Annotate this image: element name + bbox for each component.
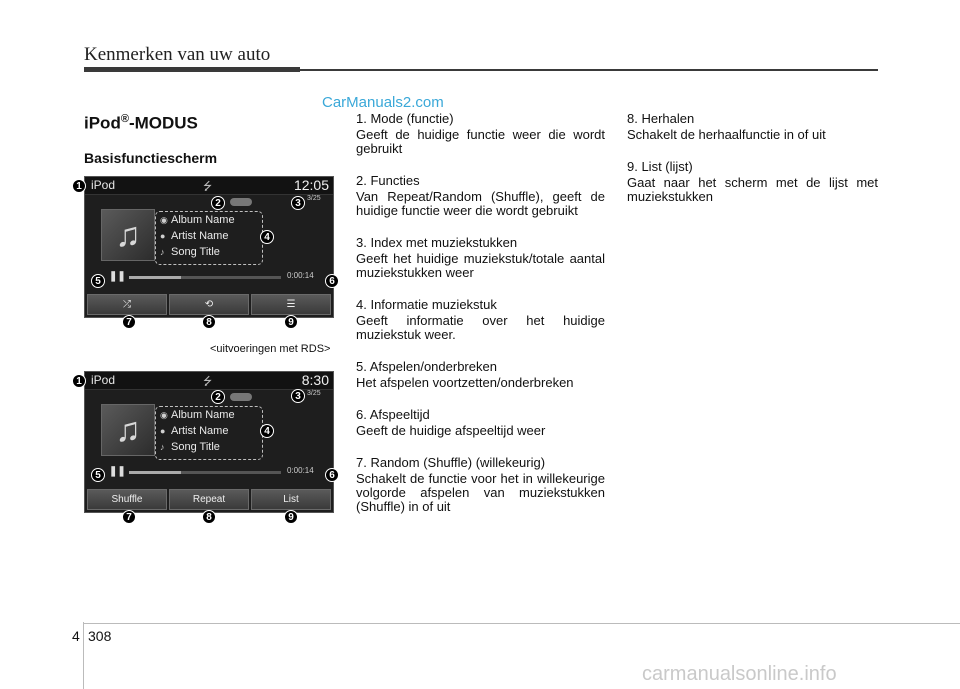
callout-5: 5 — [91, 468, 105, 482]
person-icon: ● — [160, 231, 166, 241]
watermark-top: CarManuals2.com — [322, 94, 444, 111]
page-header-title: Kenmerken van uw auto — [84, 44, 271, 65]
play-time: 0:00:14 — [287, 466, 314, 475]
song-row — [160, 441, 220, 456]
usb-icon: ⭍ — [203, 181, 213, 193]
item-track-info — [356, 298, 605, 342]
item-play-time — [356, 408, 605, 438]
item-index — [356, 236, 605, 280]
item-description: Gaat naar het scherm met de lijst met muziekstukken — [627, 175, 878, 204]
item-description: Geeft de huidige afspeeltijd weer — [356, 423, 546, 438]
song-title: Song Title — [171, 441, 220, 453]
music-note-icon: ♫ — [101, 209, 155, 261]
callout-7: 7 — [122, 510, 136, 524]
album-name: Album Name — [171, 214, 235, 226]
footer-divider — [83, 622, 84, 689]
callout-2: 2 — [211, 390, 225, 404]
clock: 8:30 — [301, 372, 329, 388]
item-description: Schakelt de functie voor het in willekeurige volgorde afspelen van muziekstukken (Shuffle) in of uit — [356, 471, 605, 514]
section-title — [84, 113, 198, 134]
progress-fill — [129, 276, 181, 279]
item-play-pause — [356, 360, 605, 390]
progress-bar[interactable] — [129, 276, 281, 279]
shuffle-button[interactable]: Shuffle — [87, 489, 167, 510]
function-mode-icon — [230, 393, 252, 401]
item-description: Schakelt de herhaalfunctie in of uit — [627, 127, 826, 142]
artist-name: Artist Name — [171, 425, 229, 437]
progress-bar[interactable] — [129, 471, 281, 474]
pause-icon[interactable]: ❚❚ — [109, 271, 126, 282]
repeat-button[interactable]: Repeat — [169, 489, 249, 510]
watermark-bottom: carmanualsonline.info — [642, 663, 837, 685]
album-icon: ◉ — [160, 215, 168, 225]
callout-8: 8 — [202, 510, 216, 524]
mode-label: iPod — [91, 178, 116, 192]
song-row — [160, 246, 220, 261]
clock: 12:05 — [293, 177, 329, 193]
item-list — [627, 160, 878, 204]
item-random — [356, 456, 605, 514]
callout-9: 9 — [284, 315, 298, 329]
shuffle-icon-button[interactable]: ⤮ — [87, 294, 167, 315]
description-column-right — [627, 112, 878, 222]
rds-caption: <uitvoeringen met RDS> — [210, 343, 331, 355]
track-index: 3/25 — [307, 390, 321, 397]
item-title: 5. Afspelen/onderbreken — [356, 359, 497, 374]
item-title: 7. Random (Shuffle) (willekeurig) — [356, 455, 546, 470]
section-title-suffix: -MODUS — [128, 113, 198, 133]
item-description: Geeft informatie over het huidige muziekstuk weer. — [356, 313, 605, 342]
list-icon-button[interactable]: ☰ — [251, 294, 331, 315]
album-icon: ◉ — [160, 410, 168, 420]
mode-label: iPod — [91, 373, 116, 387]
progress-fill — [129, 471, 181, 474]
artist-row — [160, 230, 228, 245]
button-row — [87, 294, 331, 315]
item-title: 6. Afspeeltijd — [356, 407, 430, 422]
registered-mark: ® — [120, 113, 129, 125]
note-icon: ♪ — [160, 247, 165, 257]
track-info-box — [155, 406, 263, 460]
callout-6: 6 — [325, 468, 339, 482]
item-title: 2. Functies — [356, 173, 420, 188]
callout-1: 1 — [72, 374, 86, 388]
album-row — [160, 214, 235, 229]
callout-7: 7 — [122, 315, 136, 329]
item-title: 4. Informatie muziekstuk — [356, 297, 497, 312]
list-button[interactable]: List — [251, 489, 331, 510]
callout-5: 5 — [91, 274, 105, 288]
item-title: 1. Mode (functie) — [356, 111, 454, 126]
button-row — [87, 489, 331, 510]
header-rule-thin — [300, 69, 878, 71]
callout-8: 8 — [202, 315, 216, 329]
header-rule-thick — [84, 67, 300, 72]
artist-name: Artist Name — [171, 230, 229, 242]
footer-rule — [84, 623, 960, 624]
artist-row — [160, 425, 228, 440]
item-mode — [356, 112, 605, 156]
album-row — [160, 409, 235, 424]
item-description: Geeft het huidige muziekstuk/totale aantal muziekstukken weer — [356, 251, 605, 280]
song-title: Song Title — [171, 246, 220, 258]
callout-3: 3 — [291, 389, 305, 403]
note-icon: ♪ — [160, 442, 165, 452]
callout-3: 3 — [291, 196, 305, 210]
callout-6: 6 — [325, 274, 339, 288]
play-time: 0:00:14 — [287, 271, 314, 280]
chapter-number: 4 — [72, 628, 80, 644]
description-column-middle — [356, 112, 605, 532]
callout-1: 1 — [72, 179, 86, 193]
item-title: 3. Index met muziekstukken — [356, 235, 518, 250]
item-title: 9. List (lijst) — [627, 159, 693, 174]
item-repeat — [627, 112, 878, 142]
track-index: 3/25 — [307, 195, 321, 202]
callout-4: 4 — [260, 230, 274, 244]
item-description: Van Repeat/Random (Shuffle), geeft de huidige functie weer die wordt gebruikt — [356, 189, 605, 218]
item-functions — [356, 174, 605, 218]
track-info-box — [155, 211, 263, 265]
person-icon: ● — [160, 426, 166, 436]
function-mode-icon — [230, 198, 252, 206]
callout-9: 9 — [284, 510, 298, 524]
subsection-title: Basisfunctiescherm — [84, 150, 218, 166]
callout-4: 4 — [260, 424, 274, 438]
music-note-icon: ♫ — [101, 404, 155, 456]
item-description: Het afspelen voortzetten/onderbreken — [356, 375, 574, 390]
pause-icon[interactable]: ❚❚ — [109, 466, 126, 477]
section-title-main: iPod — [84, 113, 121, 133]
item-description: Geeft de huidige functie weer die wordt gebruikt — [356, 127, 605, 156]
page-number: 308 — [88, 628, 112, 644]
repeat-icon-button[interactable]: ⟲ — [169, 294, 249, 315]
usb-icon: ⭍ — [203, 376, 213, 388]
callout-2: 2 — [211, 196, 225, 210]
item-title: 8. Herhalen — [627, 111, 695, 126]
album-name: Album Name — [171, 409, 235, 421]
